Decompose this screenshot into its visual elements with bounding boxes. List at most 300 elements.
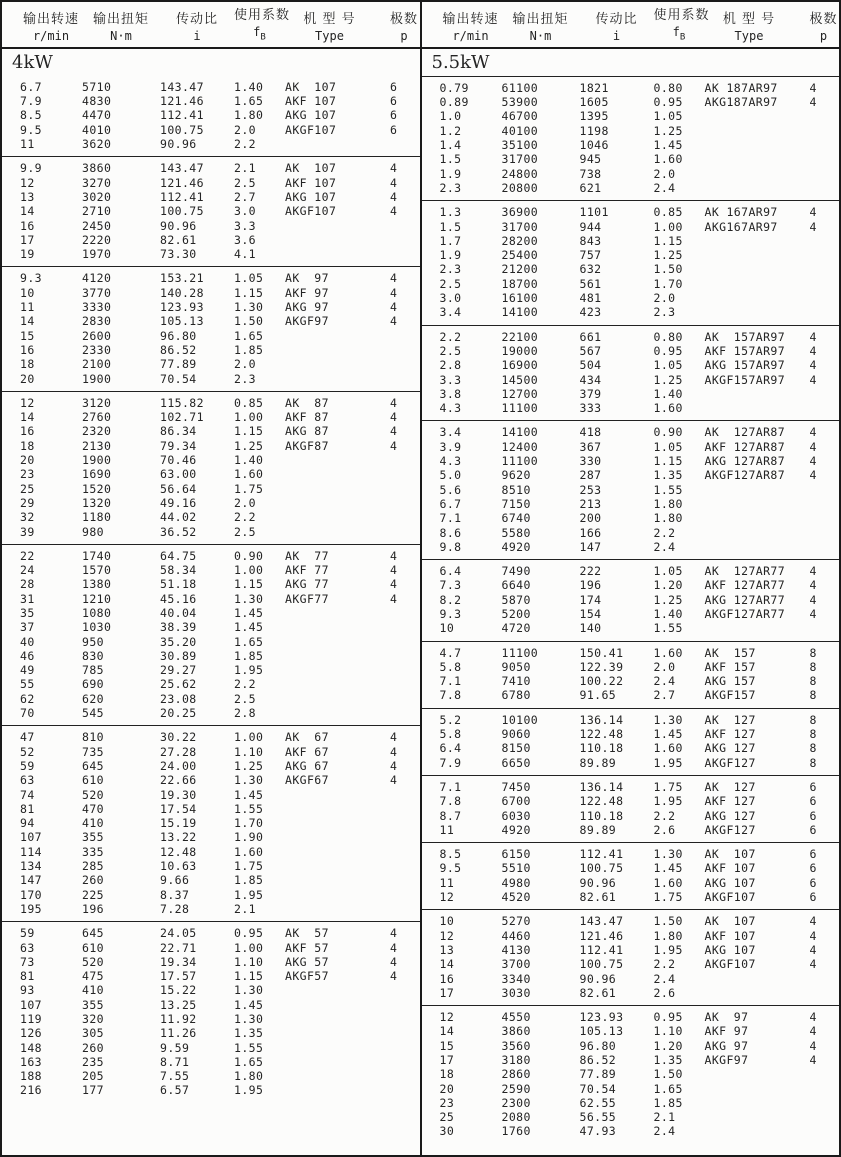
cell-speed: 4.3	[439, 401, 462, 416]
cell-torque: 40100	[501, 123, 539, 138]
cell-ratio: 44.02	[160, 510, 197, 525]
cell-speed: 1.5	[439, 152, 462, 167]
table-row	[2, 830, 420, 844]
cell-fb: 2.0	[234, 495, 256, 510]
table-row	[2, 1026, 420, 1040]
cell-ratio: 70.46	[160, 453, 197, 468]
row-group	[422, 201, 840, 325]
cell-ratio: 82.61	[579, 985, 617, 1000]
table-row	[422, 607, 840, 621]
cell-speed: 11	[439, 822, 455, 837]
table-row	[2, 1055, 420, 1069]
cell-ratio: 19.30	[160, 787, 197, 802]
cell-poles	[390, 983, 420, 997]
cell-fb: 1.10	[653, 1024, 683, 1039]
cell-ratio: 100.75	[160, 122, 204, 137]
cell-poles: 6	[809, 875, 817, 890]
cell-speed: 16	[20, 424, 35, 439]
cell-torque: 1970	[82, 247, 112, 262]
table-row	[422, 540, 840, 554]
cell-poles	[810, 305, 840, 319]
cell-poles	[390, 663, 420, 677]
cell-torque: 830	[82, 648, 104, 663]
table-row	[2, 606, 420, 620]
cell-torque: 11100	[501, 645, 539, 660]
cell-poles	[390, 137, 420, 151]
cell-speed: 3.0	[439, 291, 462, 306]
cell-torque: 2220	[82, 232, 112, 247]
cell-speed: 10	[20, 285, 35, 300]
cell-poles: 4	[390, 773, 398, 788]
cell-fb: 1.05	[653, 564, 683, 579]
cell-ratio: 100.75	[160, 204, 204, 219]
cell-fb: 1.00	[234, 940, 264, 955]
cell-ratio: 70.54	[579, 1081, 617, 1096]
table-row	[2, 730, 420, 744]
cell-fb: 2.5	[234, 175, 256, 190]
cell-fb: 0.85	[653, 205, 683, 220]
cell-ratio: 47.93	[579, 1124, 617, 1139]
table-row	[2, 788, 420, 802]
table-row	[422, 220, 840, 234]
table-row	[422, 454, 840, 468]
cell-fb: 0.90	[234, 548, 264, 563]
cell-poles	[390, 620, 420, 634]
cell-type: AK 157	[704, 645, 756, 660]
cell-speed: 18	[20, 357, 35, 372]
cell-fb: 1.15	[234, 969, 264, 984]
table-row	[2, 233, 420, 247]
cell-type: AK 187AR97	[704, 80, 778, 95]
cell-type	[705, 387, 810, 401]
cell-torque: 2860	[501, 1067, 531, 1082]
cell-fb: 1.15	[234, 577, 264, 592]
cell-type: AKF 107	[704, 861, 756, 876]
cell-type: AKF 97	[704, 1024, 749, 1039]
cell-ratio: 102.71	[160, 410, 204, 425]
cell-poles: 8	[809, 674, 817, 689]
cell-fb: 1.25	[653, 123, 683, 138]
header-col-speed	[20, 12, 82, 44]
cell-type	[285, 845, 390, 859]
cell-torque: 3340	[501, 971, 531, 986]
cell-torque: 1520	[82, 481, 112, 496]
cell-torque: 4720	[501, 621, 531, 636]
cell-torque: 235	[82, 1054, 104, 1069]
cell-torque: 1080	[82, 605, 112, 620]
header-unit: $f_B$	[253, 25, 266, 43]
cell-fb: 1.80	[234, 108, 264, 123]
cell-poles: 4	[809, 358, 817, 373]
cell-torque: 1570	[82, 563, 112, 578]
cell-poles: 6	[809, 808, 817, 823]
cell-torque: 5710	[82, 79, 112, 94]
cell-speed: 6.4	[439, 564, 462, 579]
cell-poles: 4	[809, 957, 817, 972]
cell-type: AK 57	[285, 926, 329, 941]
cell-ratio: 70.54	[160, 371, 197, 386]
cell-type: AK 127AR87	[704, 425, 786, 440]
cell-ratio: 944	[579, 219, 602, 234]
cell-speed: 59	[20, 926, 35, 941]
cell-ratio: 20.25	[160, 706, 197, 721]
cell-fb: 2.3	[234, 371, 256, 386]
cell-fb: 1.35	[234, 1026, 264, 1041]
cell-poles	[390, 1069, 420, 1083]
cell-speed: 8.7	[439, 808, 462, 823]
cell-fb: 1.55	[653, 621, 683, 636]
cell-fb: 1.55	[234, 801, 264, 816]
cell-poles	[390, 845, 420, 859]
cell-fb: 2.4	[653, 180, 676, 195]
cell-torque: 25400	[501, 248, 539, 263]
cell-torque: 520	[82, 787, 104, 802]
header-col-speed	[440, 12, 502, 44]
table-row	[2, 745, 420, 759]
table-row	[2, 137, 420, 151]
cell-ratio: 150.41	[579, 645, 624, 660]
cell-poles: 6	[809, 847, 817, 862]
cell-poles	[390, 525, 420, 539]
table-row	[2, 759, 420, 773]
header-unit: N·m	[529, 28, 552, 43]
cell-poles: 4	[809, 372, 817, 387]
table-row	[2, 219, 420, 233]
row-group	[2, 545, 420, 727]
cell-speed: 8.5	[439, 847, 462, 862]
cell-ratio: 12.48	[160, 844, 197, 859]
cell-speed: 47	[20, 730, 35, 745]
cell-ratio: 89.89	[579, 755, 617, 770]
cell-speed: 12	[439, 1010, 455, 1025]
cell-fb: 2.4	[653, 674, 676, 689]
cell-speed: 147	[20, 873, 42, 888]
cell-fb: 1.05	[653, 358, 683, 373]
cell-speed: 1.4	[439, 138, 462, 153]
cell-poles: 4	[809, 425, 817, 440]
cell-ratio: 8.37	[160, 887, 190, 902]
cell-poles	[810, 1110, 840, 1124]
cell-ratio: 86.52	[579, 1053, 617, 1067]
cell-type: AKG 57	[285, 954, 329, 969]
cell-fb: 1.05	[653, 109, 683, 124]
cell-speed: 188	[20, 1069, 42, 1084]
cell-torque: 1900	[82, 371, 112, 386]
cell-torque: 22100	[501, 329, 539, 344]
cell-ratio: 100.75	[579, 861, 624, 876]
cell-type	[285, 482, 390, 496]
cell-torque: 31700	[501, 152, 539, 167]
cell-ratio: 434	[579, 372, 602, 387]
cell-speed: 119	[20, 1012, 42, 1026]
cell-fb: 1.45	[234, 620, 264, 635]
cell-fb: 1.65	[234, 634, 264, 649]
cell-speed: 1.3	[439, 205, 462, 220]
cell-fb: 1.95	[234, 663, 264, 678]
cell-fb: 2.2	[653, 957, 676, 972]
cell-ratio: 153.21	[160, 271, 204, 286]
cell-speed: 40	[20, 634, 35, 649]
cell-fb: 1.25	[653, 592, 683, 607]
cell-speed: 0.89	[439, 95, 469, 110]
cell-torque: 3620	[82, 137, 112, 152]
cell-torque: 4520	[501, 890, 531, 905]
cell-type	[705, 1082, 810, 1096]
table-row	[2, 300, 420, 314]
cell-speed: 5.8	[439, 727, 462, 742]
cell-poles: 6	[809, 794, 817, 809]
table-row	[422, 291, 840, 305]
cell-ratio: 77.89	[579, 1067, 617, 1082]
cell-speed: 1.5	[439, 219, 462, 234]
cell-speed: 14	[439, 1024, 455, 1039]
cell-ratio: 112.41	[579, 847, 624, 862]
cell-poles: 8	[809, 688, 817, 703]
cell-torque: 14100	[501, 305, 539, 320]
cell-torque: 6740	[501, 511, 531, 526]
row-group	[422, 642, 840, 709]
cell-ratio: 8.71	[160, 1054, 190, 1069]
cell-type	[285, 467, 390, 481]
cell-fb: 1.80	[653, 928, 683, 943]
cell-ratio: 121.46	[160, 94, 204, 109]
cell-speed: 9.3	[20, 271, 42, 286]
cell-poles: 8	[809, 741, 817, 756]
cell-ratio: 105.13	[160, 314, 204, 329]
cell-type	[705, 621, 810, 635]
cell-ratio: 30.89	[160, 648, 197, 663]
cell-torque: 3270	[82, 175, 112, 190]
cell-speed: 6.7	[439, 496, 462, 511]
table-row	[2, 453, 420, 467]
cell-poles: 4	[390, 563, 398, 578]
header-unit: N·m	[110, 28, 132, 43]
cell-torque: 410	[82, 983, 104, 998]
cell-poles	[810, 986, 840, 1000]
header-col-fb	[653, 8, 710, 44]
cell-fb: 1.45	[234, 787, 264, 802]
header-unit: $f_B$	[672, 25, 686, 43]
cell-fb: 1.05	[234, 271, 264, 286]
cell-poles	[810, 621, 840, 635]
cell-fb: 2.4	[653, 539, 676, 554]
row-group	[2, 726, 420, 922]
cell-ratio: 56.55	[579, 1110, 617, 1125]
cell-fb: 1.40	[653, 386, 683, 401]
cell-type	[285, 510, 390, 524]
table-row	[422, 526, 840, 540]
cell-torque: 980	[82, 524, 104, 539]
table-row	[2, 482, 420, 496]
cell-type	[705, 181, 810, 195]
cell-torque: 31700	[501, 219, 539, 234]
header-unit: p	[400, 28, 408, 43]
cell-poles	[390, 467, 420, 481]
cell-torque: 2130	[82, 438, 112, 453]
cell-torque: 7490	[501, 564, 531, 579]
cell-speed: 10	[439, 914, 455, 929]
header-label: 传动比	[595, 11, 638, 27]
cell-fb: 2.5	[234, 691, 256, 706]
header-label: 极数	[809, 11, 838, 27]
cell-torque: 3020	[82, 189, 112, 204]
table-row	[2, 510, 420, 524]
cell-fb: 1.70	[234, 816, 264, 831]
cell-ratio: 122.48	[579, 794, 624, 809]
cell-fb: 2.0	[234, 357, 256, 372]
cell-speed: 20	[20, 371, 35, 386]
cell-speed: 16	[20, 218, 35, 233]
cell-ratio: 51.18	[160, 577, 197, 592]
table-row	[2, 998, 420, 1012]
cell-poles: 4	[809, 219, 817, 234]
cell-fb: 1.15	[653, 233, 683, 248]
cell-type	[285, 219, 390, 233]
cell-torque: 7150	[501, 496, 531, 511]
cell-speed: 19	[20, 247, 35, 262]
cell-torque: 4550	[501, 1010, 531, 1025]
table-row	[422, 387, 840, 401]
cell-type: AKGF127	[704, 755, 756, 770]
cell-ratio: 166	[579, 525, 602, 540]
cell-ratio: 140.28	[160, 285, 204, 300]
cell-fb: 1.95	[234, 887, 264, 902]
cell-speed: 163	[20, 1054, 42, 1069]
cell-fb: 1.60	[234, 467, 264, 482]
cell-torque: 645	[82, 758, 104, 773]
cell-speed: 16	[439, 971, 455, 986]
cell-type	[285, 998, 390, 1012]
cell-speed: 5.6	[439, 482, 462, 497]
cell-speed: 5.0	[439, 468, 462, 483]
cell-torque: 610	[82, 773, 104, 788]
cell-poles	[810, 152, 840, 166]
cell-speed: 70	[20, 706, 35, 721]
cell-ratio: 82.61	[160, 232, 197, 247]
cell-type	[285, 902, 390, 916]
cell-poles: 4	[390, 548, 398, 563]
cell-type: AKGF87	[285, 438, 329, 453]
cell-speed: 11	[20, 300, 35, 315]
cell-torque: 2100	[82, 357, 112, 372]
cell-poles: 6	[809, 822, 817, 837]
cell-ratio: 112.41	[160, 108, 204, 123]
cell-ratio: 45.16	[160, 591, 197, 606]
cell-poles	[810, 248, 840, 262]
table-row	[422, 564, 840, 578]
cell-ratio: 253	[579, 482, 602, 497]
table-row	[422, 181, 840, 195]
cell-ratio: 17.54	[160, 801, 197, 816]
cell-fb: 1.25	[234, 438, 264, 453]
cell-ratio: 112.41	[160, 189, 204, 204]
cell-ratio: 147	[579, 539, 602, 554]
cell-torque: 4460	[501, 928, 531, 943]
cell-speed: 6.4	[439, 741, 462, 756]
cell-ratio: 40.04	[160, 605, 197, 620]
cell-type: AKG187AR97	[704, 95, 778, 110]
table-row	[422, 305, 840, 319]
cell-type: AK 77	[285, 548, 329, 563]
cell-speed: 17	[20, 232, 35, 247]
cell-fb: 1.30	[234, 1012, 264, 1026]
cell-type: AKGF57	[285, 969, 329, 984]
row-group	[2, 267, 420, 391]
cell-speed: 7.8	[439, 794, 462, 809]
table-5-5kw	[422, 2, 840, 1155]
cell-speed: 11	[20, 137, 35, 152]
cell-fb: 1.10	[234, 744, 264, 759]
cell-fb: 1.75	[653, 890, 683, 905]
cell-ratio: 561	[579, 276, 602, 291]
cell-speed: 93	[20, 983, 35, 998]
cell-type	[285, 635, 390, 649]
cell-type: AKF 107	[285, 94, 337, 109]
table-row	[2, 424, 420, 438]
cell-fb: 0.90	[653, 425, 683, 440]
cell-poles	[390, 357, 420, 371]
cell-poles: 4	[809, 914, 817, 929]
cell-type	[285, 649, 390, 663]
cell-fb: 2.0	[653, 166, 676, 181]
table-row	[422, 674, 840, 688]
table-row	[2, 247, 420, 261]
cell-poles: 4	[809, 343, 817, 358]
cell-type	[285, 343, 390, 357]
cell-poles: 6	[809, 890, 817, 905]
cell-fb: 1.55	[234, 1040, 264, 1055]
cell-poles	[390, 606, 420, 620]
cell-poles	[810, 526, 840, 540]
cell-fb: 0.80	[653, 80, 683, 95]
cell-type: AKF 157AR97	[704, 343, 786, 358]
cell-speed: 32	[20, 510, 35, 525]
cell-speed: 3.3	[439, 372, 462, 387]
cell-type: AKGF107	[704, 957, 756, 972]
table-row	[2, 357, 420, 371]
table-row	[2, 123, 420, 137]
table-row	[2, 902, 420, 916]
cell-torque: 9050	[501, 659, 531, 674]
cell-fb: 1.70	[653, 276, 683, 291]
cell-fb: 2.6	[653, 985, 676, 1000]
cell-type: AK 107	[704, 847, 756, 862]
cell-torque: 4010	[82, 122, 112, 137]
cell-speed: 30	[439, 1124, 455, 1139]
cell-torque: 3120	[82, 395, 112, 410]
cell-ratio: 121.46	[160, 175, 204, 190]
cell-poles	[390, 453, 420, 467]
cell-torque: 7450	[501, 779, 531, 794]
table-row	[422, 780, 840, 794]
table-row	[2, 161, 420, 175]
cell-poles	[810, 138, 840, 152]
cell-torque: 475	[82, 969, 104, 984]
table-header-left	[2, 2, 420, 49]
header-col-ratio	[580, 12, 654, 44]
table-row	[422, 373, 840, 387]
cell-type	[285, 788, 390, 802]
cell-ratio: 1605	[579, 95, 609, 110]
cell-fb: 1.95	[234, 1083, 264, 1098]
cell-poles: 4	[390, 577, 398, 592]
cell-ratio: 9.66	[160, 873, 190, 888]
cell-poles: 4	[390, 730, 398, 745]
cell-speed: 7.9	[439, 755, 462, 770]
cell-ratio: 11.92	[160, 1012, 197, 1026]
cell-fb: 1.95	[653, 755, 683, 770]
cell-type	[285, 137, 390, 151]
